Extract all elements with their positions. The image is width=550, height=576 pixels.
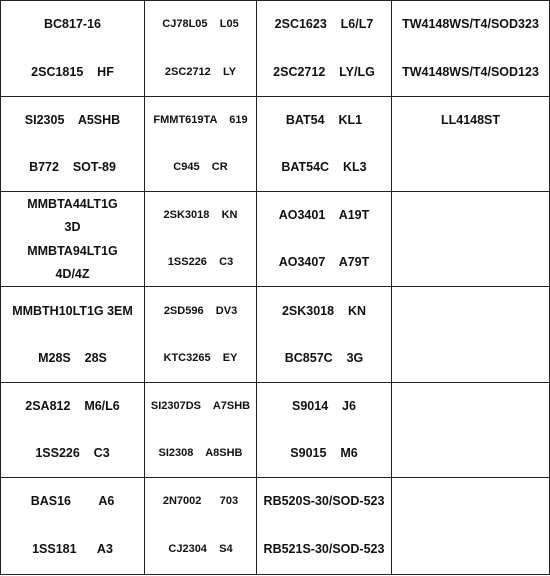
part-entry: 1SS226 C3 xyxy=(167,256,234,269)
part-entry: KTC3265 EY xyxy=(163,351,238,364)
table-cell xyxy=(1,477,145,574)
table-cell xyxy=(392,382,550,477)
part-entry xyxy=(392,160,549,175)
part-entry: BC857C 3G xyxy=(284,350,364,365)
part-entry: BC817-16 xyxy=(44,17,101,32)
cell-content xyxy=(145,1,256,96)
table-row xyxy=(1,97,550,192)
part-entry: 2SC1815 HF xyxy=(31,64,114,79)
part-entry: S9015 M6 xyxy=(290,445,358,460)
cell-content xyxy=(145,97,256,191)
part-entry xyxy=(392,399,549,414)
part-entry: 2SA812 M6/L6 xyxy=(25,398,120,413)
part-entry: C945 CR xyxy=(173,161,228,174)
part-entry: SI2307DS A7SHB xyxy=(150,399,251,412)
part-entry: RB521S-30/SOD-523 xyxy=(263,542,385,557)
part-entry: SI2308 A8SHB xyxy=(158,446,243,459)
part-entry xyxy=(392,351,549,366)
table-cell xyxy=(1,287,145,382)
part-entry: B772 SOT-89 xyxy=(29,160,116,175)
part-entry: TW4148WS/T4/SOD323 xyxy=(402,17,539,32)
cell-content xyxy=(145,478,256,574)
cell-content xyxy=(392,192,549,286)
part-entry: TW4148WS/T4/SOD123 xyxy=(402,64,539,79)
table-cell xyxy=(392,477,550,574)
part-entry: 4D/4Z xyxy=(55,267,90,282)
part-entry xyxy=(392,446,549,461)
cell-content xyxy=(145,383,256,477)
part-entry: BAT54C KL3 xyxy=(281,160,367,175)
part-entry: 2SK3018 KN xyxy=(163,209,238,222)
cell-content xyxy=(257,383,391,477)
table-cell xyxy=(392,287,550,382)
table-cell xyxy=(257,287,392,382)
cell-content xyxy=(257,192,391,286)
table-cell xyxy=(1,97,145,192)
part-entry xyxy=(392,494,549,509)
part-entry: MMBTA44LT1G xyxy=(27,196,118,211)
cell-content xyxy=(257,1,391,96)
table-cell xyxy=(145,192,257,287)
part-entry: 2SC2712 LY xyxy=(164,65,237,78)
part-entry: AO3401 A19T xyxy=(278,208,370,223)
part-entry xyxy=(392,255,549,270)
cell-content xyxy=(145,192,256,286)
cell-content xyxy=(392,287,549,381)
part-entry: 1SS226 C3 xyxy=(35,445,110,460)
table-cell xyxy=(392,192,550,287)
part-entry: CJ2304 S4 xyxy=(168,543,233,556)
part-entry: FMMT619TA 619 xyxy=(153,114,248,127)
part-entry xyxy=(392,304,549,319)
table-row xyxy=(1,192,550,287)
cell-content xyxy=(257,287,391,381)
cell-content xyxy=(1,192,144,286)
table-cell xyxy=(257,477,392,574)
part-entry: 1SS181 A3 xyxy=(32,542,113,557)
part-entry: M28S 28S xyxy=(38,350,107,365)
table-row xyxy=(1,1,550,97)
table-cell xyxy=(145,1,257,97)
cell-content xyxy=(1,1,144,96)
table-body xyxy=(1,1,550,575)
table-row xyxy=(1,477,550,574)
table-cell xyxy=(257,1,392,97)
table-cell xyxy=(257,97,392,192)
cell-content xyxy=(145,287,256,381)
part-entry: S9014 J6 xyxy=(292,398,356,413)
cell-content xyxy=(392,97,549,191)
table-cell xyxy=(145,97,257,192)
part-entry: BAS16 A6 xyxy=(30,494,115,509)
cell-content xyxy=(257,97,391,191)
part-entry: RB520S-30/SOD-523 xyxy=(263,494,385,509)
part-entry: LL4148ST xyxy=(440,113,501,128)
table-cell xyxy=(1,1,145,97)
cell-content xyxy=(392,383,549,477)
cell-content xyxy=(1,383,144,477)
table-cell xyxy=(392,1,550,97)
table-cell xyxy=(257,192,392,287)
table-cell xyxy=(145,287,257,382)
part-entry: 2SC2712 LY/LG xyxy=(273,64,375,79)
part-entry: 2SC1623 L6/L7 xyxy=(274,17,374,32)
cell-content xyxy=(392,1,549,96)
table-cell xyxy=(1,382,145,477)
table-cell xyxy=(1,192,145,287)
part-entry: MMBTH10LT1G 3EM xyxy=(12,303,133,318)
part-entry: AO3407 A79T xyxy=(278,255,370,270)
table-cell xyxy=(257,382,392,477)
table-cell xyxy=(392,97,550,192)
part-entry: BAT54 KL1 xyxy=(285,113,363,128)
part-entry: 2N7002 703 xyxy=(162,495,239,508)
cell-content xyxy=(392,478,549,574)
part-entry: SI2305 A5SHB xyxy=(24,113,121,128)
part-entry: 3D xyxy=(64,220,81,235)
table-row xyxy=(1,287,550,382)
part-entry: CJ78L05 L05 xyxy=(162,18,239,31)
part-entry: 2SK3018 KN xyxy=(281,303,367,318)
cell-content xyxy=(1,97,144,191)
cell-content xyxy=(1,287,144,381)
part-entry xyxy=(392,542,549,557)
part-entry: 2SD596 DV3 xyxy=(163,304,238,317)
cell-content xyxy=(1,478,144,574)
part-entry: MMBTA94LT1G xyxy=(27,243,118,258)
cell-content xyxy=(257,478,391,574)
table-cell xyxy=(145,382,257,477)
table-row xyxy=(1,382,550,477)
part-entry xyxy=(392,208,549,223)
table-cell xyxy=(145,477,257,574)
